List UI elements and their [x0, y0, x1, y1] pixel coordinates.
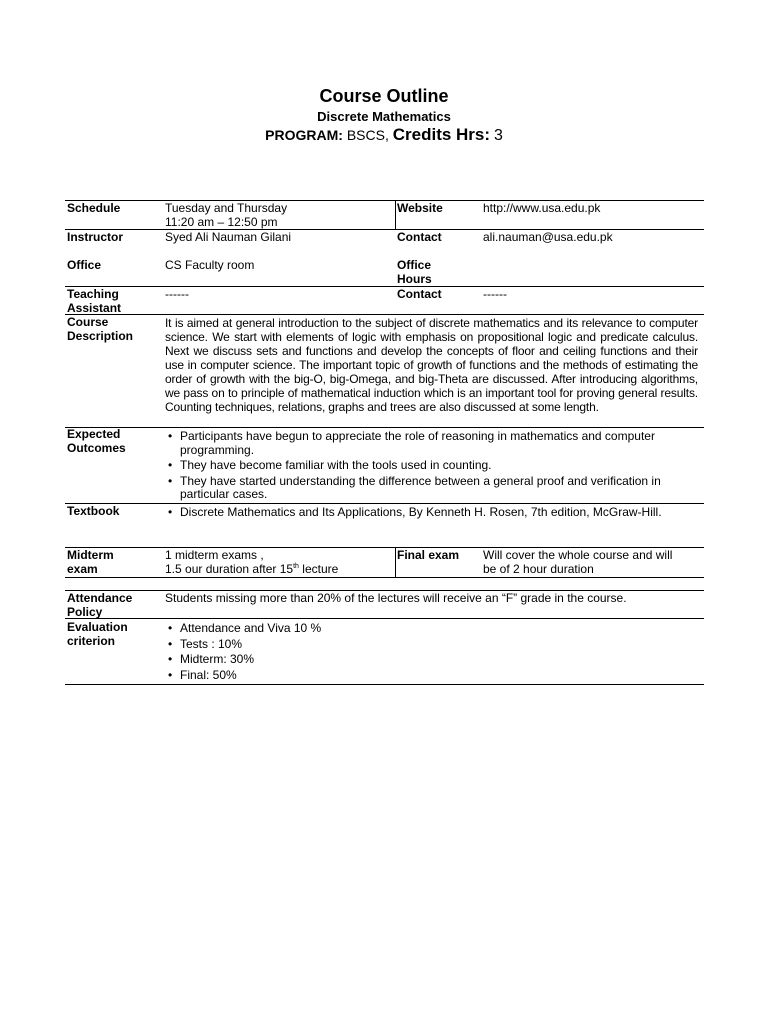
program-line [0, 125, 768, 145]
office-hours-label-line: Office [397, 258, 432, 272]
course-description-text: It is aimed at general introduction to the subject of discrete mathematics and its relevance to computer science. We start with elements of logic with emphasis on propositional logic and predicate calculus. Next we discuss sets and functions and develop the concepts of floor and ceiling functions and their use in computer science. The important topic of growth of functions and the methods of estimating the order of growth with the big-O, big-Omega, and big-Theta are discussed. After introducing algorithms, we pass on to principle of mathematical induction which is an important tool for proving general results. Counting techniques, relations, graphs and trees are also discussed at some length. [165, 316, 698, 414]
course-name: Discrete Mathematics [317, 109, 451, 124]
website-link[interactable]: http://www.usa.edu.pk [483, 201, 601, 215]
website-label: Website [397, 201, 443, 215]
schedule-time: 11:20 am – 12:50 pm [165, 215, 278, 229]
midterm-value [165, 549, 338, 576]
outcome-text: Participants have begun to appreciate the role of reasoning in mathematics and computer programming. [180, 429, 655, 457]
instructor-name: Syed Ali Nauman Gilani [165, 230, 292, 244]
bullet-icon: • [168, 667, 173, 682]
bullet-icon: • [168, 473, 173, 488]
textbook-text: Discrete Mathematics and Its Applications, By Kenneth H. Rosen, 7th edition, McGraw-Hill. [180, 505, 662, 519]
midterm-text: lecture [298, 561, 339, 576]
textbook-label: Textbook [67, 504, 120, 518]
table-rule [65, 314, 704, 315]
ta-contact-label: Contact [397, 287, 442, 301]
table-divider [395, 200, 396, 229]
textbook-list [165, 506, 690, 522]
evaluation-list [165, 622, 465, 684]
evaluation-item: Attendance and Viva 10 % [180, 621, 322, 635]
contact-email[interactable]: ali.nauman@usa.edu.pk [483, 230, 613, 244]
attendance-policy-text: Students missing more than 20% of the lectures will receive an “F” grade in the course. [165, 591, 627, 605]
program-label: PROGRAM: [265, 127, 343, 143]
credits-label: Credits Hrs: [392, 125, 491, 144]
list-item [165, 638, 465, 652]
description-label-line: Description [67, 328, 134, 343]
outcomes-label-line: Outcomes [67, 440, 126, 455]
evaluation-item: Final: 50% [180, 667, 237, 682]
attendance-policy-label [67, 592, 132, 619]
document-title: Course Outline [319, 86, 449, 106]
final-exam-line: be of 2 hour duration [483, 561, 594, 576]
evaluation-criterion-label [67, 621, 128, 648]
schedule-days: Tuesday and Thursday [165, 201, 288, 215]
table-rule [65, 200, 704, 201]
midterm-label-line: Midterm [67, 548, 114, 562]
table-rule [65, 577, 704, 578]
midterm-line [165, 563, 338, 577]
teaching-assistant-label [67, 288, 121, 315]
list-item [165, 430, 700, 457]
program-value: BSCS, [346, 127, 389, 143]
evaluation-item: Midterm: 30% [180, 652, 255, 666]
ta-label-line: Assistant [67, 300, 122, 315]
ta-label-line: Teaching [67, 287, 119, 301]
office-label: Office [67, 258, 102, 272]
superscript: th [293, 562, 299, 570]
midterm-label-line: exam [67, 561, 98, 576]
bullet-icon: • [168, 652, 173, 666]
evaluation-item: Tests : 10% [180, 636, 243, 651]
expected-outcomes-label [67, 428, 126, 455]
final-exam-value [483, 549, 672, 576]
outcomes-label-line: Expected [67, 427, 121, 441]
expected-outcomes-list [165, 430, 700, 504]
final-exam-line: Will cover the whole course and will [483, 548, 673, 562]
bullet-icon: • [168, 621, 173, 635]
contact-label: Contact [397, 230, 442, 244]
office-hours-label [397, 259, 432, 286]
attendance-label-line: Policy [67, 604, 103, 619]
table-rule [65, 618, 704, 619]
office-hours-label-line: Hours [397, 271, 432, 286]
ta-value: ------ [165, 287, 189, 301]
evaluation-label-line: Evaluation [67, 620, 128, 634]
office-value: CS Faculty room [165, 258, 255, 272]
evaluation-label-line: criterion [67, 633, 116, 648]
midterm-line: 1 midterm exams , [165, 548, 264, 562]
list-item [165, 459, 700, 473]
credits-value: 3 [493, 127, 503, 144]
midterm-label [67, 549, 114, 576]
list-item [165, 475, 700, 502]
midterm-text: 1.5 our duration after 15 [165, 561, 294, 576]
final-exam-label: Final exam [397, 548, 460, 562]
list-item [165, 622, 465, 636]
list-item [165, 669, 465, 683]
bullet-icon: • [168, 636, 173, 651]
instructor-label: Instructor [67, 230, 124, 244]
attendance-label-line: Attendance [67, 591, 133, 605]
course-description-label [67, 316, 133, 343]
bullet-icon: • [168, 505, 173, 519]
list-item [165, 506, 690, 520]
bullet-icon: • [168, 458, 173, 472]
table-divider [395, 547, 396, 577]
outcome-text: They have become familiar with the tools used in counting. [180, 458, 492, 472]
ta-contact-value: ------ [483, 287, 507, 301]
table-rule [65, 427, 704, 428]
table-rule [65, 684, 704, 685]
table-rule [65, 286, 704, 287]
outcome-text: They have started understanding the difference between a general proof and verification in particular cases. [180, 473, 661, 501]
description-label-line: Course [67, 315, 109, 329]
list-item [165, 653, 465, 667]
schedule-label: Schedule [67, 201, 121, 215]
bullet-icon: • [168, 429, 173, 443]
